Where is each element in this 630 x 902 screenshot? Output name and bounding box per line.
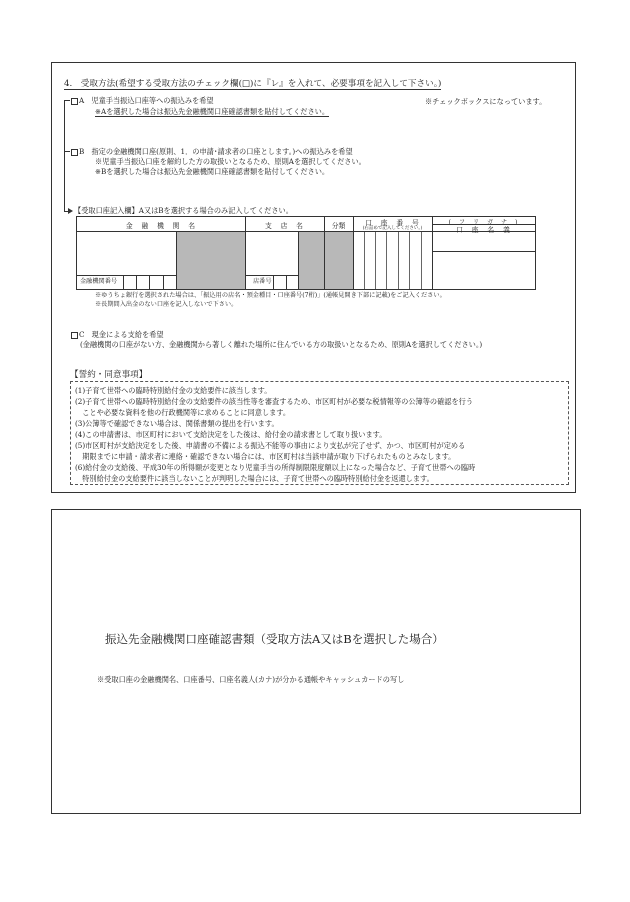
option-c-checkbox[interactable] — [71, 332, 78, 339]
account-number-field[interactable] — [355, 233, 431, 288]
option-b-note2: ※Bを選択した場合は振込先金融機関口座確認書類を貼付してください。 — [95, 167, 330, 176]
arrow-icon — [68, 208, 73, 214]
oath-box — [70, 381, 569, 485]
section4-heading: 4. 受取方法(希望する受取方法のチェック欄(□)に『レ』を入れて、必要事項を記入して下さい。) — [64, 79, 442, 89]
oath-item: ことや必要な資料を他の行政機関等に求めることに同意します。 — [75, 408, 291, 417]
account-number-header: 口 座 番 号 — [365, 219, 420, 227]
option-b[interactable]: B 指定の金融機関口座(原則、1．の申請･請求者の口座とします。)への振込みを希望 — [71, 148, 353, 157]
option-c-note: (金融機関の口座がない方、金融機関から著しく離れた場所に住んでいる方の取扱いとなるため、原則Aを選択してください。) — [80, 340, 483, 349]
account-table — [76, 216, 536, 290]
bracket-line-a — [64, 100, 70, 101]
option-c[interactable]: C 現金による支給を希望 — [71, 331, 164, 340]
account-number-sub: (右詰めで記入してください。) — [362, 226, 423, 231]
attachment-note: ※受取口座の金融機関名、口座番号、口座名義人(カナ)が分かる通帳やキャッシュカードの写し — [97, 675, 405, 684]
account-holder-header: 口 座 名 義 — [456, 226, 511, 234]
option-b-checkbox[interactable] — [71, 149, 78, 156]
attachment-area[interactable] — [51, 509, 581, 814]
oath-item: (6)給付金の支給後、平成30年の所得額が変更となり児童手当の所得制限限度額以上になった場合など、子育て世帯への臨時 — [75, 463, 476, 472]
oath-item: (4)この申請書は、市区町村において支給決定をした後は、給付金の請求書として取り扱います。 — [75, 430, 387, 439]
branch-code-label: 店番号 — [253, 278, 272, 285]
oath-item: (5)市区町村が支給決定をした後、申請書の不備による振込不能等の事由により支払が完了せず、かつ、市区町村が定める — [75, 441, 466, 450]
bank-code-label: 金融機関番号 — [80, 278, 118, 285]
oath-item: (2)子育て世帯への臨時特別給付金の支給要件の該当性等を審査するため、市区町村が必要な税情報等の公簿等の確認を行う — [75, 397, 474, 406]
oath-item: 特別給付金の支給要件に該当しないことが判明した場合には、子育て世帯への臨時特別給付金を返還します。 — [75, 474, 434, 483]
bracket-line-b — [64, 151, 70, 152]
oath-item: (3)公簿等で確認できない場合は、関係書類の提出を行います。 — [75, 419, 279, 428]
account-holder-field[interactable] — [434, 253, 534, 287]
bank-name-header: 金 融 機 関 名 — [125, 222, 197, 230]
type-gray — [325, 232, 353, 289]
furigana-field[interactable] — [434, 233, 534, 250]
bank-gray — [177, 232, 245, 289]
option-a-note: ※Aを選択した場合は振込先金融機関口座確認書類を貼付してください。 — [95, 107, 330, 116]
dormant-note: ※長期間入出金のない口座を記入しないで下さい。 — [95, 301, 238, 308]
type-header: 分類 — [331, 222, 346, 230]
oath-item: (1)子育て世帯への臨時特別給付金の支給要件に該当します。 — [75, 386, 272, 395]
bracket-line — [64, 100, 65, 212]
bank-name-field[interactable] — [79, 233, 175, 273]
branch-gray — [299, 232, 324, 289]
oath-title: 【誓約・同意事項】 — [70, 370, 148, 380]
account-entry-title: 【受取口座記入欄】A又はBを選択する場合のみ記入してください。 — [74, 206, 293, 215]
option-a[interactable]: A 児童手当振込口座等への振込みを希望 — [71, 97, 214, 106]
furigana-header: ( フ リ ガ ナ ) — [448, 219, 519, 226]
attachment-title: 振込先金融機関口座確認書類（受取方法A又はBを選択した場合） — [105, 632, 444, 646]
branch-name-header: 支 店 名 — [265, 222, 304, 230]
checkbox-note: ※チェックボックスになっています。 — [425, 97, 547, 106]
option-a-checkbox[interactable] — [71, 98, 78, 105]
branch-name-field[interactable] — [247, 233, 297, 273]
option-b-note1: ※児童手当振込口座を解約した方の取扱いとなるため、原則Aを選択してください。 — [95, 157, 366, 166]
yucho-note: ※ゆうちょ銀行を選択された場合は、「振込用の店名・預金種目・口座番号(7桁)」(通帳見開き下部に記載)をご記入ください。 — [95, 292, 446, 299]
oath-item: 期限までに申請・請求者に連絡・確認できない場合には、市区町村は当該申請が取り下げられたものとみなします。 — [75, 452, 456, 461]
